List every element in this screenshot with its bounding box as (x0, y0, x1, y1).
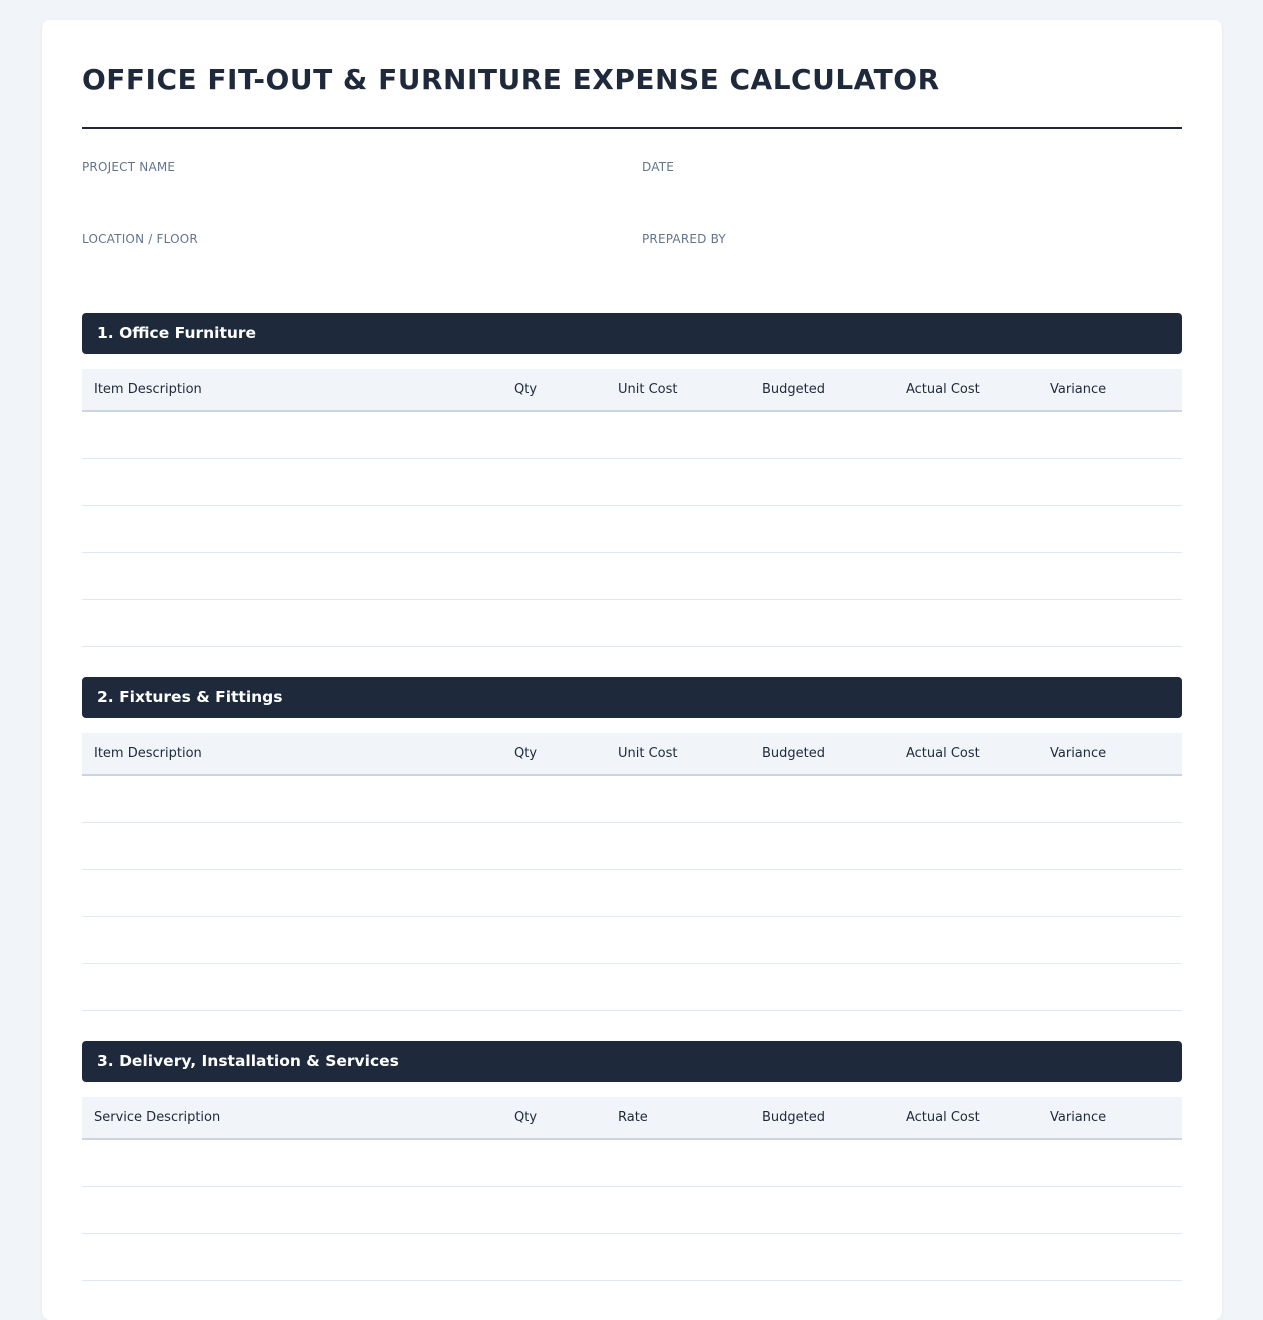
page-title: OFFICE FIT-OUT & FURNITURE EXPENSE CALCULATOR (82, 63, 940, 96)
column-header-unit-cost: Unit Cost (618, 746, 678, 761)
table-header-row (82, 733, 1182, 776)
title-divider (82, 127, 1182, 129)
table-row[interactable] (82, 506, 1182, 553)
table-row[interactable] (82, 459, 1182, 506)
column-header-item-description: Item Description (94, 382, 202, 397)
column-header-qty: Qty (514, 382, 538, 397)
column-header-budgeted: Budgeted (762, 746, 826, 761)
column-header-rate: Rate (618, 1110, 648, 1125)
table-row[interactable] (82, 964, 1182, 1011)
section-delivery-installation-services (82, 1041, 1182, 1281)
column-header-variance: Variance (1050, 746, 1107, 761)
column-header-qty: Qty (514, 746, 538, 761)
location-floor-label: LOCATION / FLOOR (82, 232, 198, 246)
table-row[interactable] (82, 412, 1182, 459)
date-label: DATE (642, 160, 675, 174)
table-row[interactable] (82, 823, 1182, 870)
column-header-budgeted: Budgeted (762, 382, 826, 397)
column-header-variance: Variance (1050, 382, 1107, 397)
column-header-item-description: Item Description (94, 746, 202, 761)
section-office-furniture (82, 313, 1182, 647)
table-row[interactable] (82, 553, 1182, 600)
column-header-variance: Variance (1050, 1110, 1107, 1125)
table-header-row (82, 1097, 1182, 1140)
table-row[interactable] (82, 870, 1182, 917)
prepared-by-label: PREPARED BY (642, 232, 726, 246)
table-row[interactable] (82, 1187, 1182, 1234)
section-header: 3. Delivery, Installation & Services (82, 1041, 1182, 1082)
table-row[interactable] (82, 600, 1182, 647)
table-row[interactable] (82, 917, 1182, 964)
section-header: 1. Office Furniture (82, 313, 1182, 354)
section-fixtures-fittings (82, 677, 1182, 1011)
column-header-actual-cost: Actual Cost (906, 1110, 980, 1125)
table-row[interactable] (82, 1140, 1182, 1187)
column-header-budgeted: Budgeted (762, 1110, 826, 1125)
expense-calculator-card (42, 20, 1222, 1320)
table-header-row (82, 369, 1182, 412)
column-header-qty: Qty (514, 1110, 538, 1125)
column-header-service-description: Service Description (94, 1110, 221, 1125)
column-header-unit-cost: Unit Cost (618, 382, 678, 397)
table-row[interactable] (82, 1234, 1182, 1281)
column-header-actual-cost: Actual Cost (906, 382, 980, 397)
section-header: 2. Fixtures & Fittings (82, 677, 1182, 718)
column-header-actual-cost: Actual Cost (906, 746, 980, 761)
project-name-label: PROJECT NAME (82, 160, 176, 174)
table-row[interactable] (82, 776, 1182, 823)
